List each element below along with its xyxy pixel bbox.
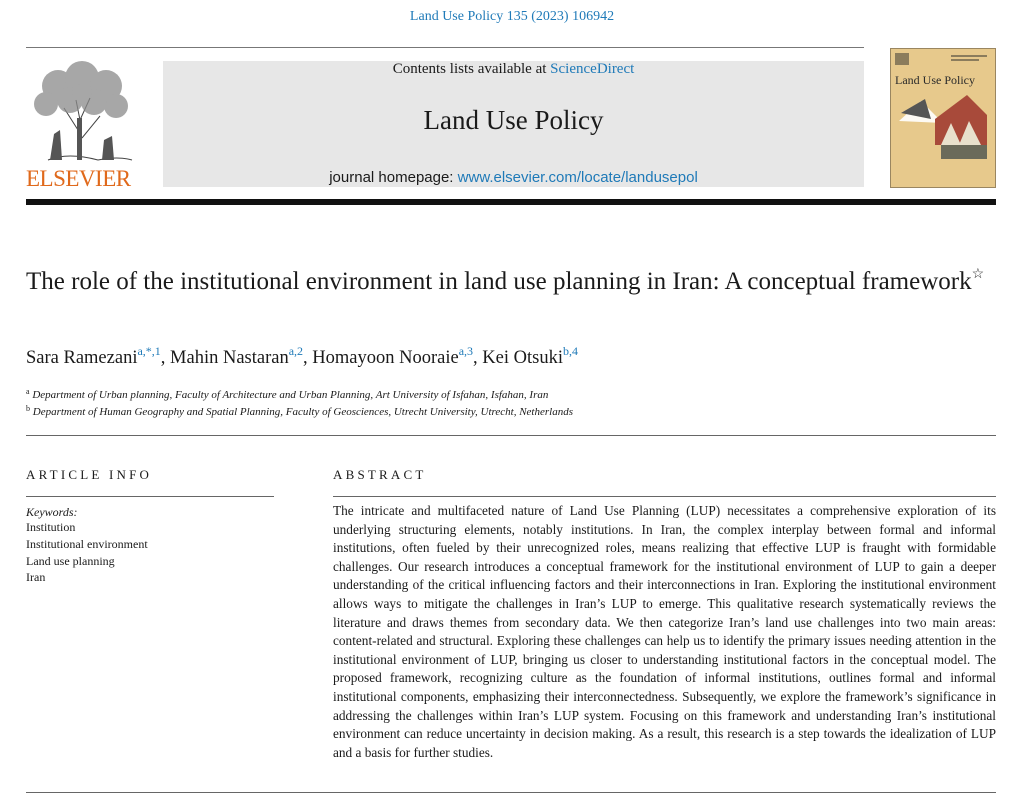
author-separator: , xyxy=(160,348,171,368)
affiliation-text: Department of Urban planning, Faculty of Architecture and Urban Planning, Art University of Isfahan, Isfahan, Iran xyxy=(32,389,549,401)
article-title xyxy=(26,258,986,298)
homepage-prefix: journal homepage: xyxy=(329,169,454,186)
author-affiliation-marks[interactable]: b,4 xyxy=(562,344,578,358)
author-name[interactable]: Mahin Nastaran xyxy=(170,348,289,368)
article-info-rule xyxy=(26,496,274,497)
author-list xyxy=(26,344,578,369)
header-thick-divider xyxy=(26,199,996,205)
author-name[interactable]: Homayoon Nooraie xyxy=(312,348,459,368)
contents-prefix: Contents lists available at xyxy=(392,61,547,77)
homepage-link[interactable]: www.elsevier.com/locate/landusepol xyxy=(457,169,698,186)
abstract-text: The intricate and multifaceted nature of Land Use Planning (LUP) necessitates a comprehensive exploration of its underlying structuring elements, notably institutions. In Iran, the complex interplay between formal and informal institutions, often fueled by their unrecognized roles, means realizing that effective LUP is fraught with formidable challenges. Our research introduces a conceptual framework for the institutional environment of LUP to gain a deeper understanding of the critical influencing factors and their interconnections in Iran. Exploring the institutional environment allows ways to mitigate the challenges in Iran’s LUP to emerge. This qualitative research systematically reviews the literature and draws themes from secondary data. We then categorize Iran’s land use challenges into two main areas: content-related and structural. Exploring these challenges can help us to identify the primary issues needing attention in the institutional environment of LUP, bringing us closer to understanding institutional factors in the conceptual model. The proposed framework, recognizing culture as the foundation of informal institutions, outlines formal and informal institutional components, emphasizing their interconnectedness. Subsequently, we explore the framework’s significance in addressing the challenges within Iran’s LUP system. Focusing on this framework and understanding Iran’s institutional environment can reduce uncertainty in decision making. As a result, this research is a step towards the idealization of LUP and a basis for further studies. xyxy=(333,503,996,760)
author-affiliation-marks[interactable]: a,2 xyxy=(288,344,304,358)
abstract-rule xyxy=(333,496,996,497)
journal-cover[interactable] xyxy=(890,48,996,188)
journal-homepage xyxy=(163,169,864,186)
abstract-heading: ABSTRACT xyxy=(333,467,427,482)
elsevier-logo[interactable] xyxy=(26,60,136,190)
author-affiliation-marks[interactable]: a,3 xyxy=(458,344,474,358)
contents-availability xyxy=(163,61,864,78)
sciencedirect-link[interactable]: ScienceDirect xyxy=(550,61,635,77)
journal-citation[interactable]: Land Use Policy 135 (2023) 106942 xyxy=(409,9,615,24)
affiliation-mark: b xyxy=(26,404,30,413)
section-divider xyxy=(26,435,996,436)
author-name[interactable]: Sara Ramezani xyxy=(26,348,138,368)
author-separator: , xyxy=(473,348,483,368)
title-footnote-star[interactable]: ☆ xyxy=(971,267,985,282)
affiliation-text: Department of Human Geography and Spatial Planning, Faculty of Geosciences, Utrecht University, Utrecht, Netherlands xyxy=(32,406,573,418)
article-title-text: The role of the institutional environment in land use planning in Iran: A conceptual framework xyxy=(26,268,972,295)
journal-cover-image-icon xyxy=(891,49,995,187)
keyword-item[interactable]: Iran xyxy=(26,570,46,585)
keywords-list xyxy=(26,519,148,586)
keywords-label: Keywords: xyxy=(26,505,78,519)
affiliation-a xyxy=(26,387,548,401)
journal-title: Land Use Policy xyxy=(423,105,604,135)
affiliation-mark: a xyxy=(26,387,30,396)
author-name[interactable]: Kei Otsuki xyxy=(482,348,563,368)
affiliation-b xyxy=(26,404,573,418)
keyword-item[interactable]: Land use planning xyxy=(26,553,115,568)
journal-banner xyxy=(163,61,864,187)
cover-title: Land Use Policy xyxy=(895,73,975,87)
bottom-divider xyxy=(26,792,996,793)
top-divider xyxy=(26,47,864,48)
keyword-item[interactable]: Institution xyxy=(26,520,76,534)
author-separator: , xyxy=(303,348,313,368)
elsevier-tree-logo-icon xyxy=(28,60,134,162)
keyword-item[interactable]: Institutional environment xyxy=(26,536,148,551)
elsevier-wordmark: ELSEVIER xyxy=(26,166,131,191)
author-affiliation-marks[interactable]: a,*,1 xyxy=(137,344,161,358)
article-info-heading: ARTICLE INFO xyxy=(26,467,153,482)
